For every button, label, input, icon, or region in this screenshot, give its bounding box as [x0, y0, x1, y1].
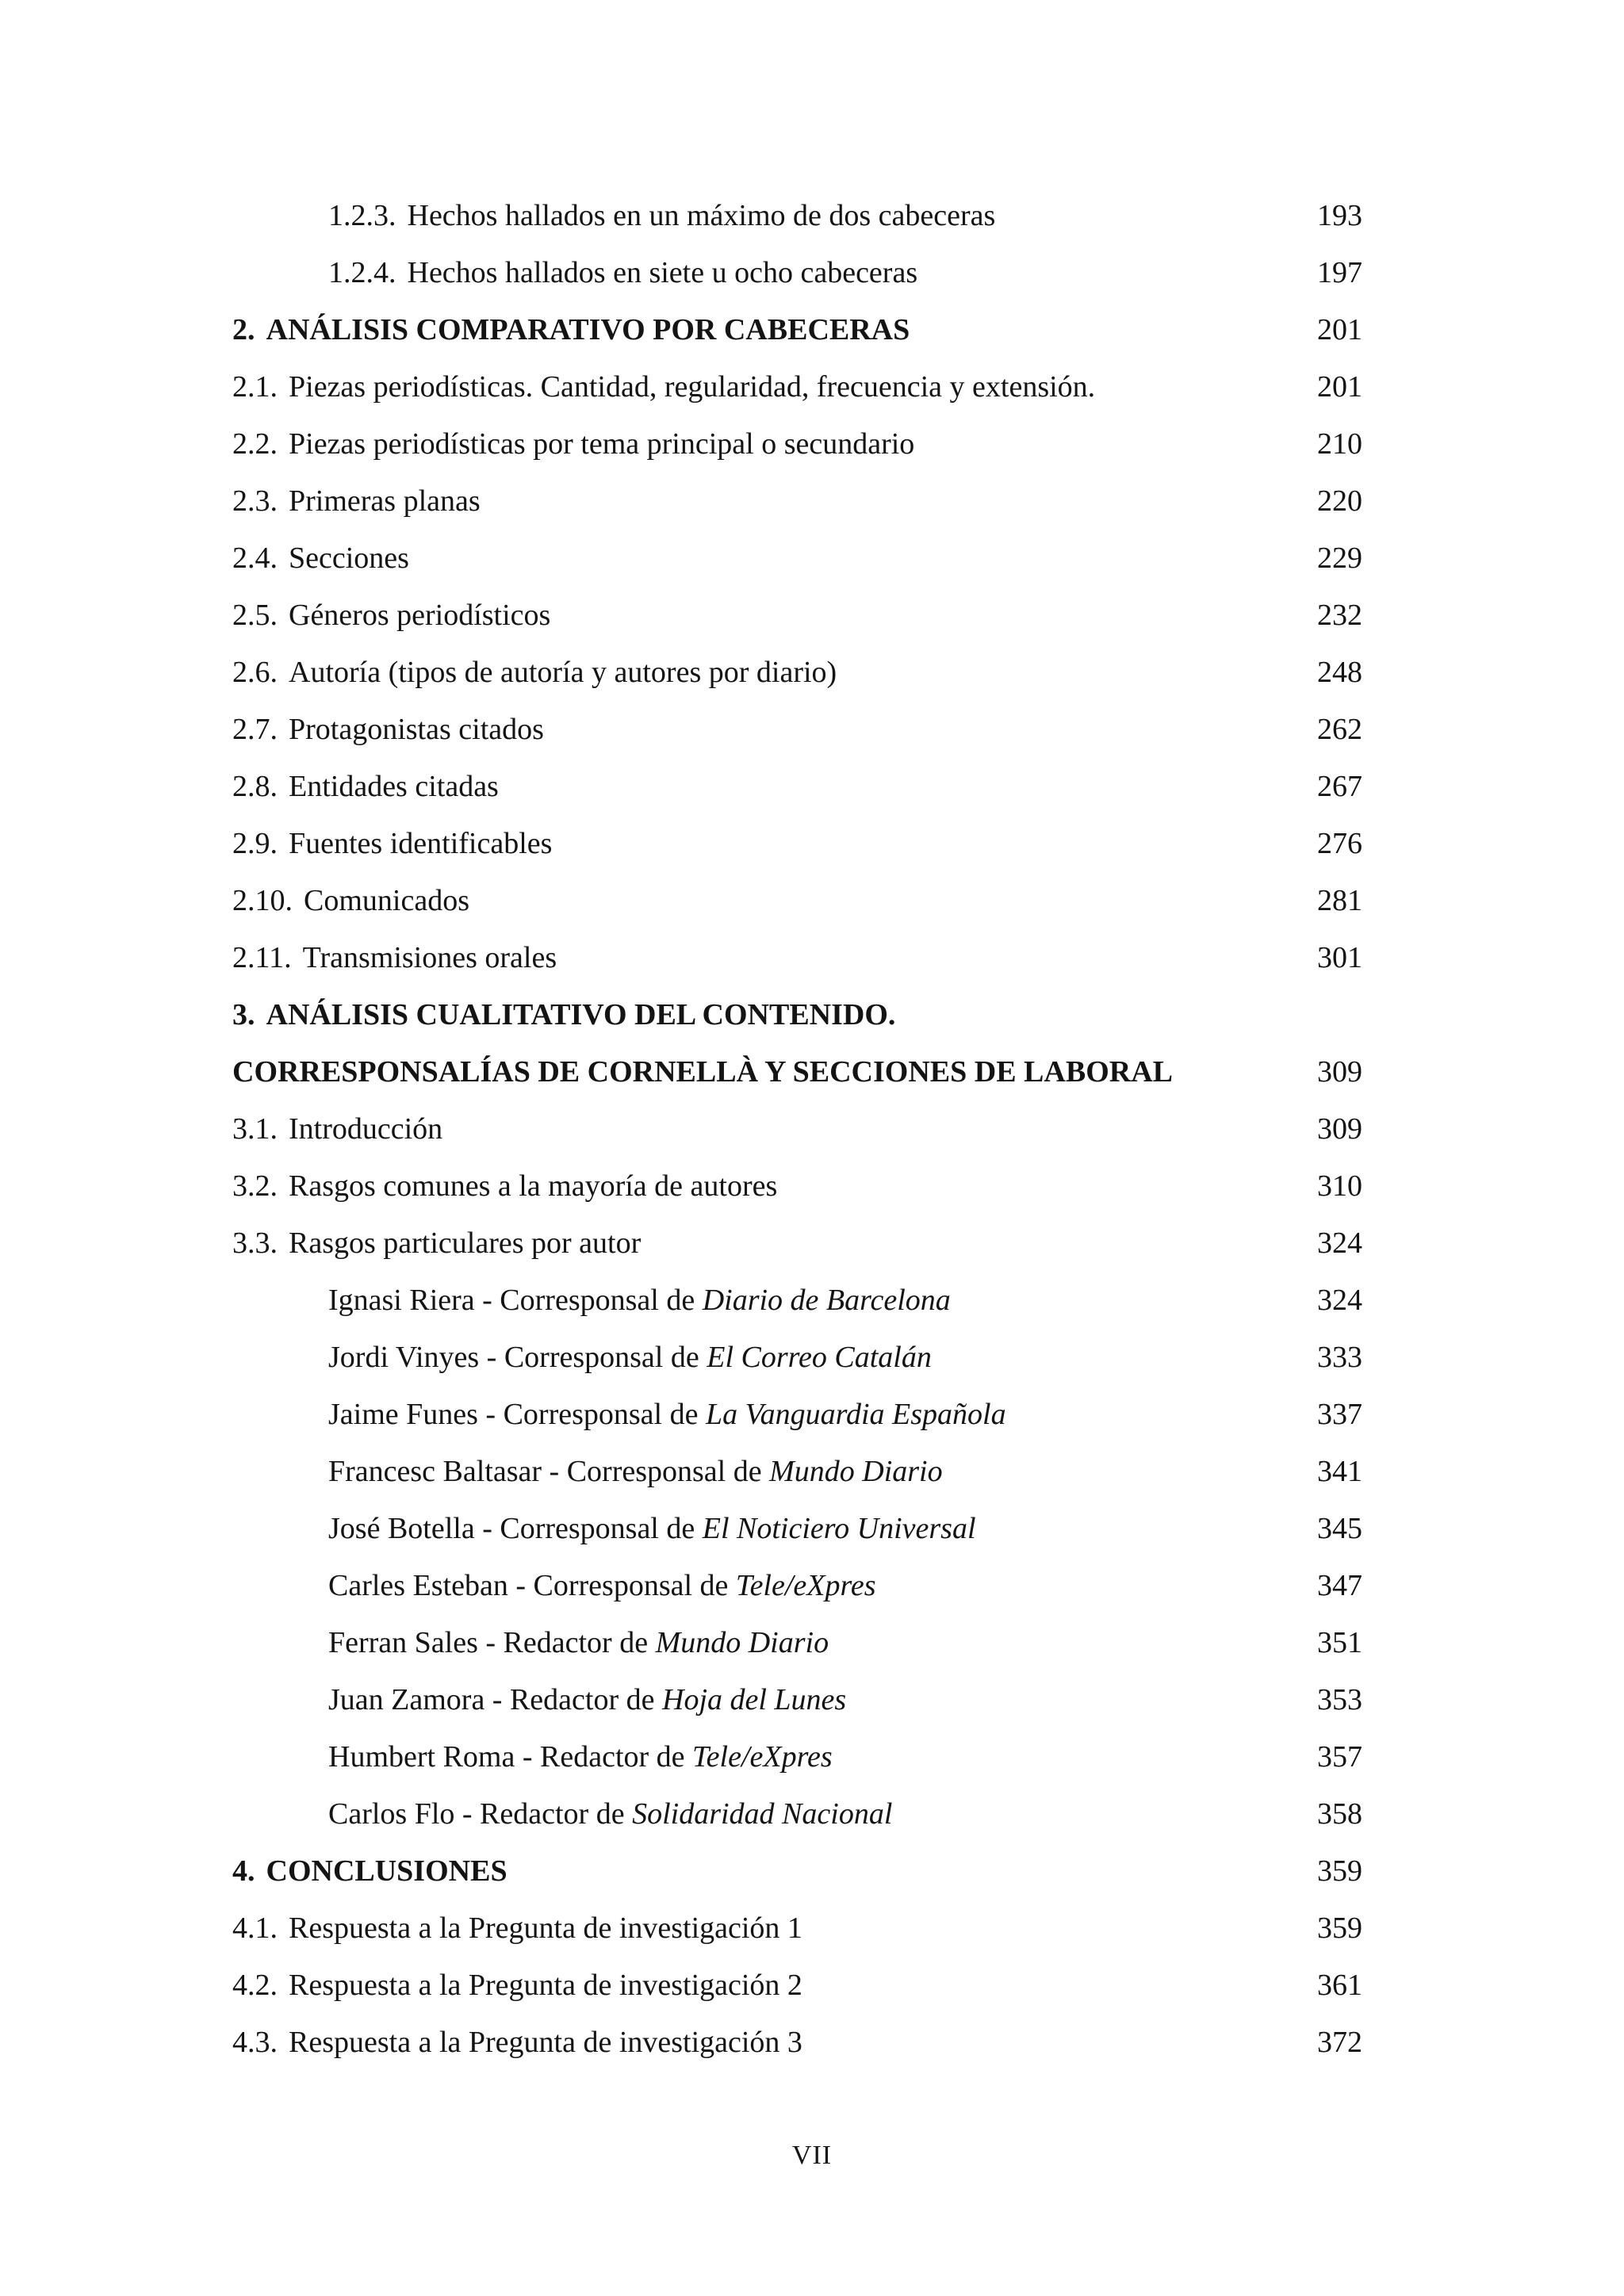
table-of-contents — [232, 187, 1362, 2071]
toc-entry-publication: Mundo Diario — [769, 1455, 943, 1488]
toc-entry-number: 4.3. — [232, 2026, 278, 2059]
page-number-footer: VII — [791, 2141, 833, 2170]
toc-entry-page: 201 — [1317, 370, 1362, 404]
toc-entry-page: 310 — [1317, 1169, 1362, 1203]
toc-entry-number: 3. — [232, 998, 255, 1031]
toc-entry-page: 341 — [1317, 1455, 1362, 1488]
toc-entry-publication: Hoja del Lunes — [662, 1683, 847, 1716]
toc-entry-number: 2.10. — [232, 884, 293, 917]
toc-entry-number: 2.7. — [232, 713, 278, 746]
toc-entry-title — [328, 187, 995, 244]
toc-entry-label: Hechos hallados en siete u ocho cabeceras — [407, 256, 918, 289]
toc-entry-number: 2.3. — [232, 484, 278, 518]
toc-entry-page: 324 — [1317, 1226, 1362, 1260]
toc-entry — [232, 301, 1362, 358]
toc-entry-number: 3.1. — [232, 1112, 278, 1146]
toc-entry-label: Rasgos comunes a la mayoría de autores — [289, 1169, 778, 1203]
toc-entry-label: CONCLUSIONES — [266, 1854, 508, 1888]
toc-entry-label: Respuesta a la Pregunta de investigación 3 — [289, 2026, 802, 2059]
toc-entry-title — [232, 1158, 777, 1215]
toc-entry-page: 358 — [1317, 1797, 1362, 1831]
toc-entry-title — [232, 301, 910, 358]
toc-entry-title — [328, 1671, 846, 1728]
toc-entry-page: 262 — [1317, 713, 1362, 746]
toc-entry-label: Autoría (tipos de autoría y autores por diario) — [289, 656, 837, 689]
toc-entry-title — [232, 815, 552, 872]
toc-entry-page: 359 — [1317, 1911, 1362, 1945]
toc-entry-label: Piezas periodísticas. Cantidad, regularidad, frecuencia y extensión. — [289, 370, 1096, 404]
toc-entry-publication: El Noticiero Universal — [702, 1512, 976, 1545]
toc-entry — [232, 1500, 1362, 1557]
toc-entry-title — [232, 701, 544, 758]
toc-entry-number: 4. — [232, 1854, 255, 1888]
toc-entry-page: 229 — [1317, 541, 1362, 575]
toc-entry — [232, 872, 1362, 929]
toc-entry-publication: Tele/eXpres — [692, 1740, 833, 1774]
toc-entry-title — [232, 358, 1095, 415]
toc-entry-number: 2.6. — [232, 656, 278, 689]
toc-entry-title — [328, 1557, 876, 1614]
toc-entry-title — [232, 1100, 442, 1158]
toc-entry-title — [232, 644, 837, 701]
toc-entry-number: 2.8. — [232, 770, 278, 803]
toc-entry-page: 232 — [1317, 599, 1362, 632]
toc-entry-label: Hechos hallados en un máximo de dos cabeceras — [407, 199, 996, 232]
toc-entry — [232, 1785, 1362, 1843]
toc-entry-page: 301 — [1317, 941, 1362, 974]
toc-entry-label: Carlos Flo - Redactor de — [328, 1797, 633, 1831]
toc-entry-page: 357 — [1317, 1740, 1362, 1774]
toc-entry-label: Juan Zamora - Redactor de — [328, 1683, 662, 1716]
toc-entry-publication: Solidaridad Nacional — [632, 1797, 893, 1831]
toc-entry — [232, 1614, 1362, 1671]
toc-entry-page: 197 — [1317, 256, 1362, 289]
toc-entry-title — [232, 929, 557, 986]
toc-entry-title — [232, 1957, 802, 2014]
toc-entry-publication: El Correo Catalán — [707, 1341, 932, 1374]
toc-entry-label: Jordi Vinyes - Corresponsal de — [328, 1341, 707, 1374]
toc-entry-label: Piezas periodísticas por tema principal o secundario — [289, 427, 915, 461]
toc-entry — [232, 1843, 1362, 1900]
toc-entry — [232, 1728, 1362, 1785]
toc-entry-label: ANÁLISIS CUALITATIVO DEL CONTENIDO. — [266, 998, 896, 1031]
toc-entry — [232, 1443, 1362, 1500]
toc-entry-label: Transmisiones orales — [302, 941, 557, 974]
toc-entry-title — [328, 1386, 1006, 1443]
toc-entry-page: 201 — [1317, 313, 1362, 346]
toc-entry — [232, 1158, 1362, 1215]
toc-entry-title — [232, 415, 914, 473]
toc-entry-title — [328, 1500, 976, 1557]
toc-entry-label: CORRESPONSALÍAS DE CORNELLÀ Y SECCIONES DE LABORAL — [232, 1055, 1173, 1089]
toc-entry-label: Jaime Funes - Corresponsal de — [328, 1398, 706, 1431]
toc-entry-number: 2.4. — [232, 541, 278, 575]
toc-entry-label: José Botella - Corresponsal de — [328, 1512, 703, 1545]
toc-entry — [232, 187, 1362, 244]
toc-entry-number: 4.2. — [232, 1969, 278, 2002]
toc-entry-number: 2.9. — [232, 827, 278, 860]
toc-entry-publication: Mundo Diario — [655, 1626, 829, 1659]
toc-entry-title — [328, 244, 917, 301]
toc-entry — [232, 1100, 1362, 1158]
toc-entry-label: Respuesta a la Pregunta de investigación 2 — [289, 1969, 802, 2002]
toc-entry-page: 193 — [1317, 199, 1362, 232]
toc-entry-title — [232, 587, 550, 644]
toc-entry-label: Introducción — [289, 1112, 443, 1146]
toc-entry-page: 372 — [1317, 2026, 1362, 2059]
toc-entry-title — [328, 1614, 829, 1671]
toc-entry — [232, 1386, 1362, 1443]
toc-entry-page: 248 — [1317, 656, 1362, 689]
toc-entry — [232, 929, 1362, 986]
toc-entry-page: 220 — [1317, 484, 1362, 518]
toc-entry-label: Francesc Baltasar - Corresponsal de — [328, 1455, 770, 1488]
toc-entry-title — [328, 1728, 833, 1785]
toc-entry — [232, 986, 1362, 1043]
toc-entry-title — [232, 530, 409, 587]
toc-entry-label: Primeras planas — [289, 484, 481, 518]
toc-entry-number: 1.2.3. — [328, 199, 396, 232]
toc-entry-page: 281 — [1317, 884, 1362, 917]
toc-entry — [232, 1557, 1362, 1614]
toc-entry-title — [232, 872, 469, 929]
toc-entry-label: Carles Esteban - Corresponsal de — [328, 1569, 736, 1602]
toc-entry — [232, 1272, 1362, 1329]
toc-entry-title — [328, 1443, 943, 1500]
toc-entry-page: 210 — [1317, 427, 1362, 461]
toc-entry-label: Protagonistas citados — [289, 713, 544, 746]
toc-entry-page: 345 — [1317, 1512, 1362, 1545]
toc-entry-title — [328, 1329, 932, 1386]
toc-entry — [232, 701, 1362, 758]
toc-entry-number: 2. — [232, 313, 255, 346]
toc-entry — [232, 644, 1362, 701]
toc-entry-page: 309 — [1317, 1055, 1362, 1089]
toc-entry-number: 2.5. — [232, 599, 278, 632]
toc-entry-title — [232, 986, 895, 1043]
toc-entry-page: 359 — [1317, 1854, 1362, 1888]
toc-entry-title — [232, 1843, 508, 1900]
toc-entry — [232, 530, 1362, 587]
toc-entry — [232, 1957, 1362, 2014]
toc-entry-number: 3.3. — [232, 1226, 278, 1260]
toc-entry-page: 361 — [1317, 1969, 1362, 2002]
toc-entry-number: 1.2.4. — [328, 256, 396, 289]
toc-entry-page: 324 — [1317, 1284, 1362, 1317]
toc-entry-label: Humbert Roma - Redactor de — [328, 1740, 693, 1774]
toc-entry-title — [232, 1900, 802, 1957]
toc-entry-page: 309 — [1317, 1112, 1362, 1146]
toc-entry-title — [232, 758, 499, 815]
toc-entry-page: 276 — [1317, 827, 1362, 860]
toc-entry-number: 2.2. — [232, 427, 278, 461]
toc-entry-number: 4.1. — [232, 1911, 278, 1945]
toc-entry-label: Secciones — [289, 541, 409, 575]
toc-entry-label: Rasgos particulares por autor — [289, 1226, 642, 1260]
toc-entry-label: Fuentes identificables — [289, 827, 553, 860]
toc-entry — [232, 587, 1362, 644]
toc-entry — [232, 415, 1362, 473]
toc-entry-number: 2.11. — [232, 941, 292, 974]
toc-entry-label: Géneros periodísticos — [289, 599, 551, 632]
toc-entry-title — [232, 1043, 1173, 1100]
toc-entry — [232, 1043, 1362, 1100]
toc-entry-page: 337 — [1317, 1398, 1362, 1431]
toc-entry-publication: La Vanguardia Española — [705, 1398, 1006, 1431]
toc-entry-label: Entidades citadas — [289, 770, 499, 803]
toc-entry-label: Ferran Sales - Redactor de — [328, 1626, 656, 1659]
toc-entry-title — [328, 1785, 892, 1843]
toc-entry — [232, 473, 1362, 530]
toc-entry — [232, 1215, 1362, 1272]
toc-entry-page: 333 — [1317, 1341, 1362, 1374]
toc-entry-number: 3.2. — [232, 1169, 278, 1203]
toc-entry-number: 2.1. — [232, 370, 278, 404]
toc-entry-title — [232, 1215, 641, 1272]
toc-entry — [232, 1671, 1362, 1728]
toc-entry — [232, 2014, 1362, 2071]
toc-entry — [232, 815, 1362, 872]
toc-entry — [232, 358, 1362, 415]
toc-entry — [232, 1329, 1362, 1386]
toc-entry-publication: Tele/eXpres — [735, 1569, 876, 1602]
toc-entry-label: Respuesta a la Pregunta de investigación 1 — [289, 1911, 802, 1945]
toc-entry-label: Ignasi Riera - Corresponsal de — [328, 1284, 703, 1317]
toc-entry-label: Comunicados — [304, 884, 469, 917]
toc-entry-page: 351 — [1317, 1626, 1362, 1659]
toc-entry-page: 347 — [1317, 1569, 1362, 1602]
toc-entry-title — [232, 473, 481, 530]
toc-entry — [232, 244, 1362, 301]
toc-entry-title — [232, 2014, 802, 2071]
toc-entry — [232, 1900, 1362, 1957]
toc-entry-publication: Diario de Barcelona — [702, 1284, 951, 1317]
toc-entry — [232, 758, 1362, 815]
toc-entry-title — [328, 1272, 951, 1329]
toc-entry-page: 267 — [1317, 770, 1362, 803]
toc-entry-label: ANÁLISIS COMPARATIVO POR CABECERAS — [266, 313, 910, 346]
toc-entry-page: 353 — [1317, 1683, 1362, 1716]
